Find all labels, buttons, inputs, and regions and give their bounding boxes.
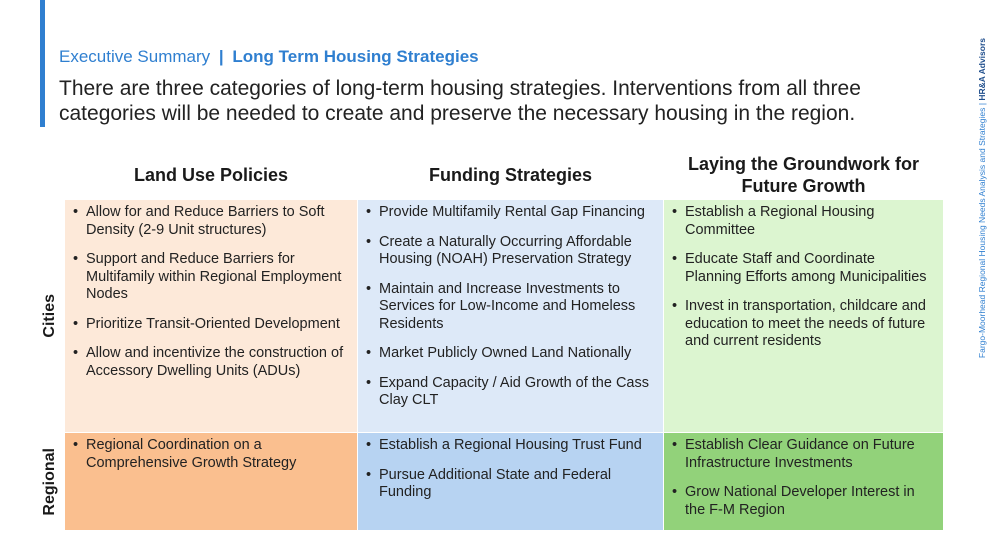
strategy-item: • Establish a Regional Housing Trust Fund (366, 437, 655, 455)
headline: There are three categories of long-term housing strategies. Interventions from all three categories will be needed to create and preserve the necessary housing in the region. (59, 77, 861, 125)
strategy-item: • Educate Staff and Coordinate Planning Efforts among Municipalities (672, 251, 935, 286)
strategy-item: • Regional Coordination on a Comprehensive Growth Strategy (73, 437, 349, 472)
row-label-regional (34, 433, 66, 530)
row-label-cities (34, 200, 66, 432)
report-title: Fargo-Moorhead Regional Housing Needs Analysis and Strategies (977, 107, 987, 359)
strategy-item: • Establish a Regional Housing Committee (672, 204, 935, 239)
cell-cities-land-use (65, 200, 357, 432)
cell-cities-funding (358, 200, 663, 432)
section-title: Executive Summary (59, 47, 211, 66)
row-label-regional-text: Regional (41, 447, 58, 516)
brand-name: HR&A Advisors (977, 38, 987, 101)
page-title: Long Term Housing Strategies (232, 47, 479, 66)
breadcrumb-separator: | (218, 47, 224, 66)
strategy-list (366, 437, 655, 502)
strategy-item: • Allow and incentivize the construction of Accessory Dwelling Units (ADUs) (73, 345, 349, 380)
cell-regional-funding (358, 433, 663, 530)
strategy-item: • Allow for and Reduce Barriers to Soft Density (2-9 Unit structures) (73, 204, 349, 239)
strategy-list (366, 204, 655, 410)
strategy-item: • Pursue Additional State and Federal Funding (366, 467, 655, 502)
cell-regional-groundwork (664, 433, 943, 530)
side-source-label (977, 38, 987, 358)
strategy-item: • Prioritize Transit-Oriented Development (73, 316, 349, 334)
cell-cities-groundwork (664, 200, 943, 432)
strategy-item: • Grow National Developer Interest in the F-M Region (672, 484, 935, 519)
side-label-divider: | (977, 103, 987, 106)
strategy-list (73, 204, 349, 380)
strategy-item: • Provide Multifamily Rental Gap Financing (366, 204, 655, 222)
strategy-item: • Maintain and Increase Investments to Services for Low-Income and Homeless Residents (366, 281, 655, 334)
breadcrumb (59, 47, 479, 67)
strategy-item: • Establish Clear Guidance on Future Infrastructure Investments (672, 437, 935, 472)
column-header-groundwork: Laying the Groundwork for Future Growth (687, 154, 919, 196)
strategy-item: • Invest in transportation, childcare and education to meet the needs of future and current residents (672, 298, 935, 351)
accent-bar (40, 0, 45, 127)
strategy-item: • Market Publicly Owned Land Nationally (366, 345, 655, 363)
strategy-list (672, 437, 935, 519)
strategy-list (73, 437, 349, 472)
column-header-funding: Funding Strategies (428, 165, 592, 185)
strategy-item: • Support and Reduce Barriers for Multifamily within Regional Employment Nodes (73, 251, 349, 304)
row-label-cities-text: Cities (41, 294, 58, 338)
column-header-land-use: Land Use Policies (133, 165, 289, 185)
strategy-item: • Create a Naturally Occurring Affordable Housing (NOAH) Preservation Strategy (366, 234, 655, 269)
strategy-item: • Expand Capacity / Aid Growth of the Cass Clay CLT (366, 375, 655, 410)
strategy-list (672, 204, 935, 351)
cell-regional-land-use (65, 433, 357, 530)
